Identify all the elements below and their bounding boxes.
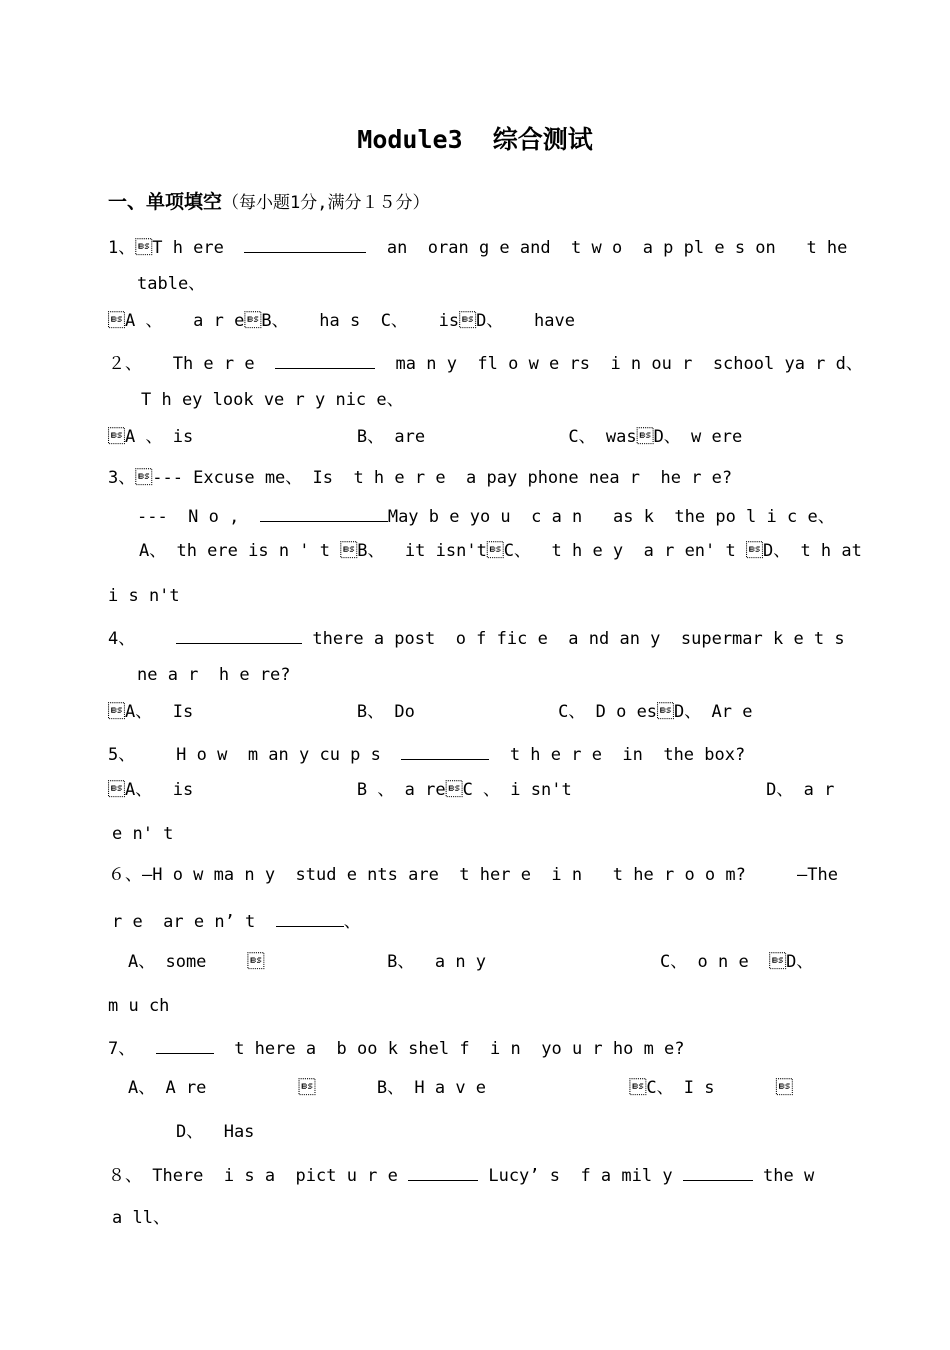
q4-text-after: there a post o f fic e a nd an y supermar k e t s: [302, 629, 845, 649]
q2-text-after: ma n y fl o w e rs i n ou r school ya r d、: [375, 354, 863, 374]
question-6: ６、—H o w ma n y stud e nts are t her e i n t he r o o m? —The: [108, 865, 838, 885]
q7-text-before: 7、: [108, 1039, 156, 1059]
q3-response: [137, 503, 835, 529]
q5-options: A、 is B 、 a reC 、 i sn't D、 a r: [108, 780, 835, 800]
question-1: [108, 234, 847, 260]
q6-continuation: m u ch: [108, 996, 170, 1016]
answer-blank[interactable]: [683, 1162, 753, 1181]
q8-continuation: a ll、: [112, 1208, 170, 1228]
q8-text-middle: Lucy’ s f a mil y: [478, 1166, 683, 1186]
q6-response: [112, 908, 361, 934]
section-note: （每小题1分,满分１５分）: [222, 193, 430, 213]
question-3: 3、--- Excuse me、 Is t h e r e a pay phone nea r he r e?: [108, 468, 733, 488]
q5-text-after: t h e r e in the box?: [489, 745, 746, 765]
q4-continuation: ne a r h e re?: [137, 665, 291, 685]
q1-options: A 、 a r eB、 ha s C、 isD、 have: [108, 311, 575, 331]
answer-blank[interactable]: [156, 1035, 214, 1054]
question-8: [108, 1162, 814, 1188]
q7-text-after: t here a b oo k shel f i n yo u r ho m e?: [213, 1039, 685, 1059]
q3-text-before: --- N o ,: [137, 507, 260, 527]
q5-text-before: 5、 H o w m an y cu p s: [108, 745, 402, 765]
q8-text-before: ８、 There i s a pict u r e: [108, 1166, 409, 1186]
q8-text-after: the w: [752, 1166, 815, 1186]
q5-continuation: e n' t: [112, 824, 174, 844]
q3-continuation: i s n't: [108, 586, 180, 606]
q2-continuation: T h ey look ve r y nic e、: [141, 390, 404, 410]
answer-blank[interactable]: [408, 1162, 478, 1181]
q7-options: A、 A re  B、 H a v e C、 I s : [128, 1078, 793, 1098]
answer-blank[interactable]: [176, 625, 302, 644]
section-heading: 一、单项填空: [108, 191, 223, 213]
q4-options: A、 Is B、 Do C、 D o esD、 Ar e: [108, 702, 753, 722]
q2-options: A 、 is B、 are C、 wasD、 w ere: [108, 427, 743, 447]
question-4: [108, 625, 845, 651]
q6-text-after: 、: [343, 912, 361, 932]
q7-option-d: D、 Has: [176, 1122, 255, 1142]
page-title: Module3 综合测试: [357, 125, 593, 154]
q2-text-before: ２、 Th e r e: [108, 354, 276, 374]
q6-text-before: r e ar e n’ t: [112, 912, 276, 932]
q4-text-before: 4、: [108, 629, 177, 649]
q1-continuation: table、: [137, 274, 206, 294]
answer-blank[interactable]: [276, 908, 344, 927]
q1-text-after: an oran g e and t w o a p pl e s on t he: [366, 238, 848, 258]
question-7: [108, 1035, 685, 1061]
q1-text-before: 1、T h ere: [108, 238, 245, 258]
answer-blank[interactable]: [260, 503, 388, 522]
section-header: [108, 190, 430, 215]
answer-blank[interactable]: [401, 741, 489, 760]
question-2: [108, 350, 863, 376]
q6-options: A、 some  B、 a n y C、 o n e D、: [128, 952, 814, 972]
question-5: [108, 741, 745, 767]
q3-text-after: May b e yo u c a n as k the po l i c e、: [387, 507, 835, 527]
q3-options: A、 th ere is n ' t B、 it isn'tC、 t h e y a r en' t D、 t h at: [139, 541, 862, 561]
answer-blank[interactable]: [244, 234, 366, 253]
answer-blank[interactable]: [275, 350, 375, 369]
